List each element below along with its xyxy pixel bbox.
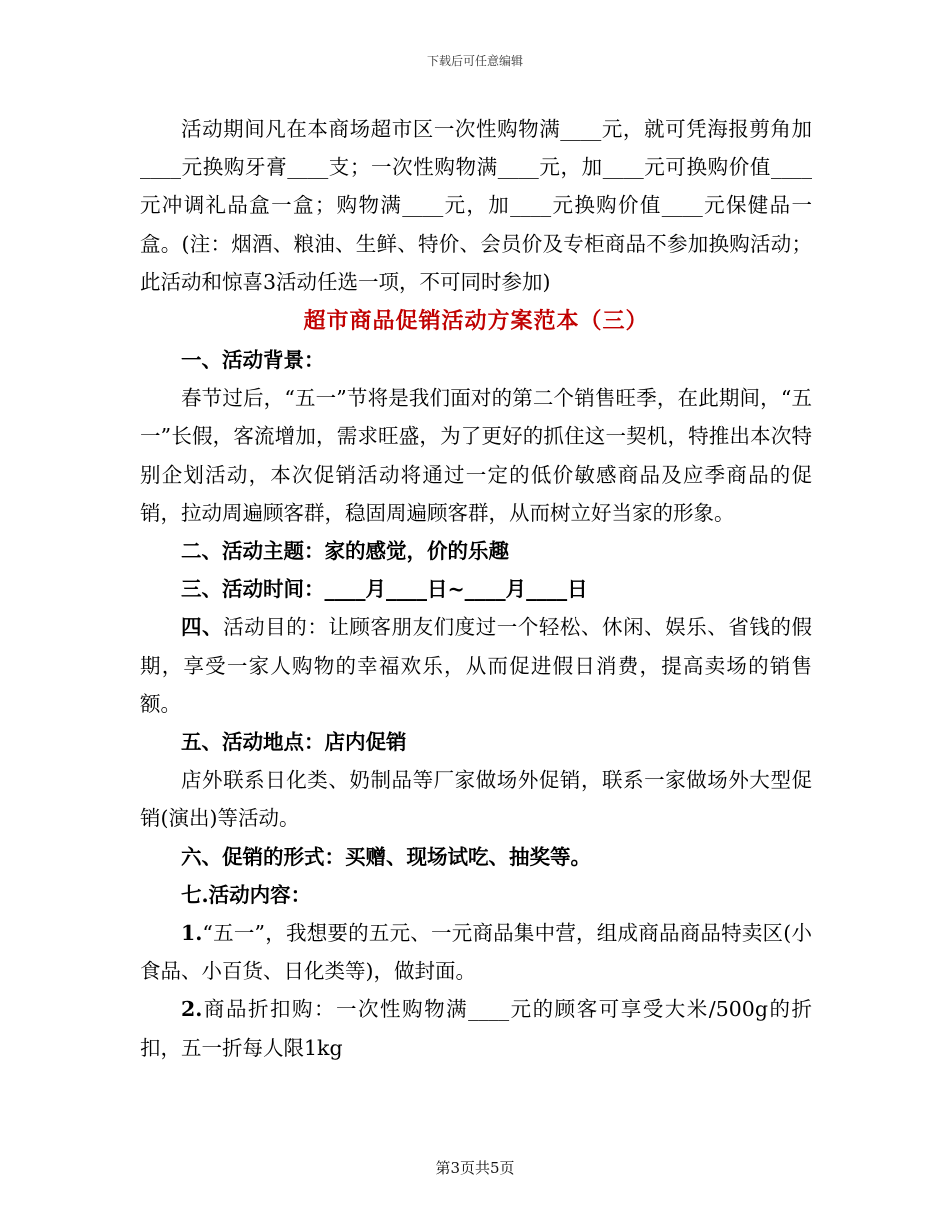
- section-3-heading: 三、活动时间：____月____日~____月____日: [181, 577, 588, 602]
- section-7-heading: 七.活动内容：: [181, 882, 312, 907]
- list-item-number: 2.: [181, 997, 203, 1022]
- document-title: 超市商品促销活动方案范本（三）: [303, 308, 649, 335]
- page-header: 下载后可任意编辑: [426, 54, 523, 68]
- document-body: [140, 110, 812, 1067]
- page-footer: 第3页共5页: [435, 1159, 515, 1177]
- intro-paragraph: 活动期间凡在本商场超市区一次性购物满____元，就可凭海报剪角加____元换购牙膏____支；一次性购物满____元，加____元可换购价值____元冲调礼品盒一盒；购物满____元，加____元换购价值____元保健品一盒。(注：烟酒、粮油、生鲜、特价、会员价及专柜商品不参加换购活动；此活动和惊喜3活动任选一项，不可同时参加): [140, 117, 812, 294]
- list-item-text: “五一”，我想要的五元、一元商品集中营，组成商品商品特卖区(小食品、小百货、日化类等)，做封面。: [140, 921, 812, 984]
- section-1-body: 春节过后，“五一”节将是我们面对的第二个销售旺季，在此期间，“五一”长假，客流增加，需求旺盛，为了更好的抓住这一契机，特推出本次特别企划活动，本次促销活动将通过一定的低价敏感商品及应季商品的促销，拉动周遍顾客群，稳固周遍顾客群，从而树立好当家的形象。: [140, 386, 812, 525]
- list-item-number: 1.: [181, 921, 203, 946]
- list-item-text: 商品折扣购：一次性购物满____元的顾客可享受大米/500g的折扣，五一折每人限1kg: [140, 997, 812, 1060]
- list-item: [140, 914, 812, 990]
- section-4-body: 活动目的：让顾客朋友们度过一个轻松、休闲、娱乐、省钱的假期，享受一家人购物的幸福欢乐，从而促进假日消费，提高卖场的销售额。: [140, 615, 813, 716]
- section-6-heading: 六、促销的形式：买赠、现场试吃、抽奖等。: [181, 844, 591, 869]
- section-4-paragraph: [140, 608, 812, 723]
- section-2-heading: 二、活动主题：家的感觉，价的乐趣: [181, 539, 509, 564]
- section-1-heading: 一、活动背景：: [181, 348, 325, 373]
- list-item: [140, 990, 812, 1066]
- section-4-label: 四、: [181, 615, 224, 640]
- section-5-body: 店外联系日化类、奶制品等厂家做场外促销，联系一家做场外大型促销(演出)等活动。: [140, 768, 812, 831]
- section-5-heading: 五、活动地点：店内促销: [181, 730, 407, 755]
